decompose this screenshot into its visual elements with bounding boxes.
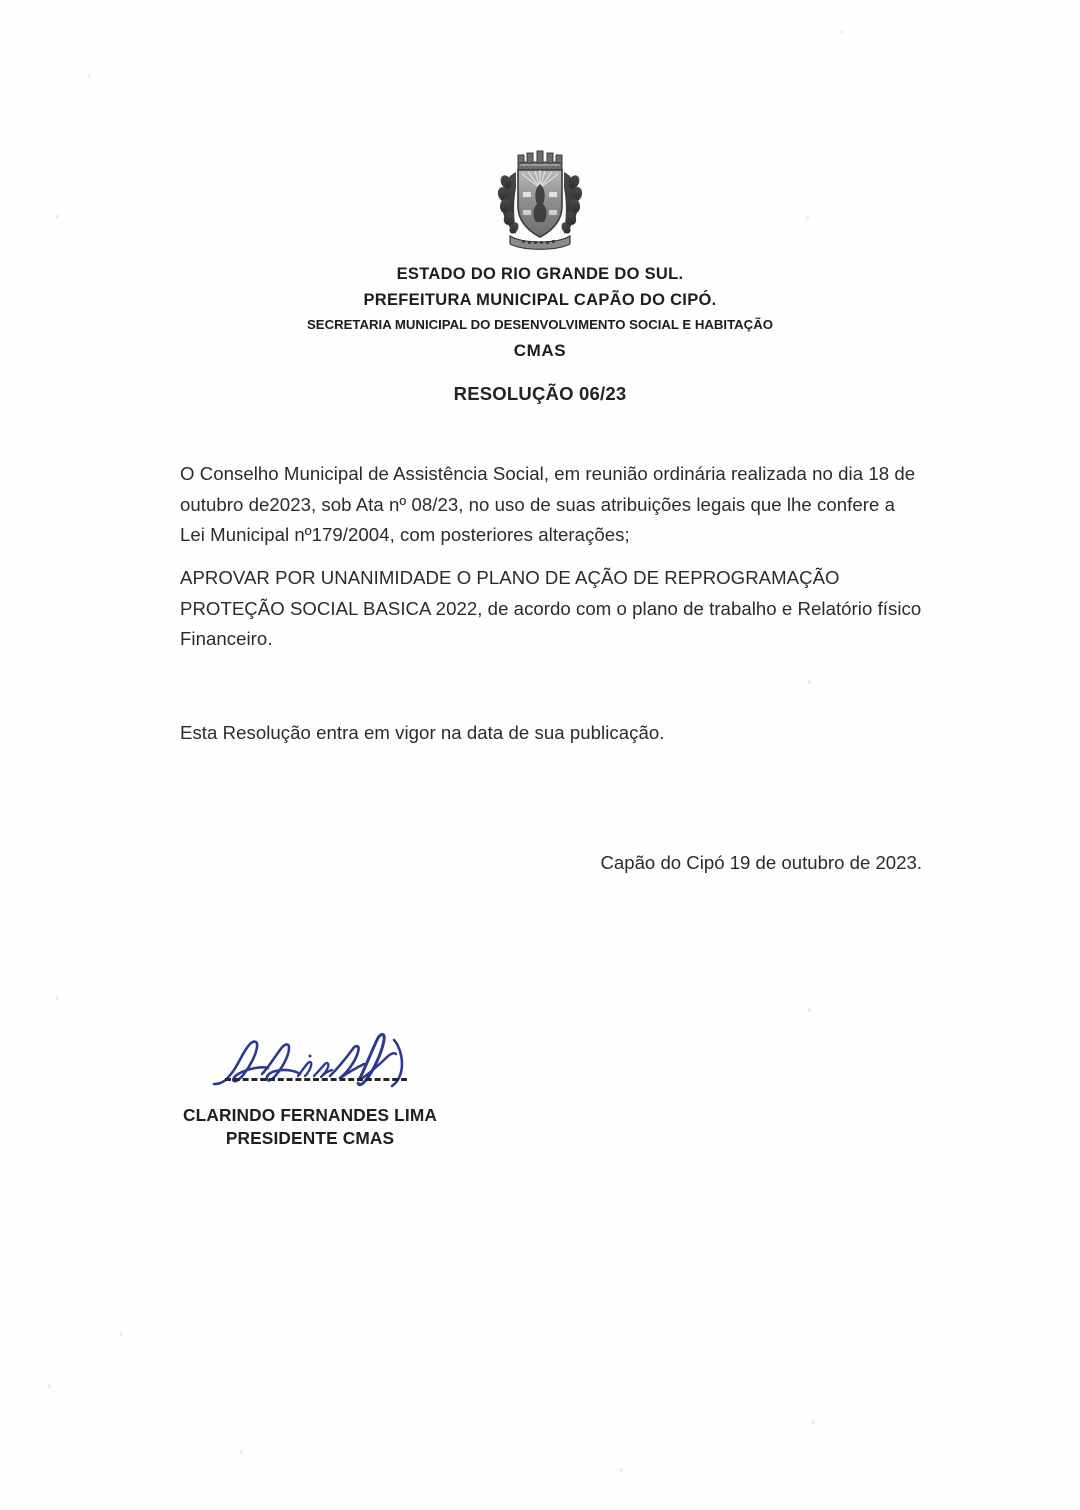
dateline: Capão do Cipó 19 de outubro de 2023. xyxy=(600,852,922,873)
branch-right-decoration xyxy=(560,172,584,235)
paragraph-intro: O Conselho Municipal de Assistência Social, em reunião ordinária realizada no dia 18 de outubro de2023, sob Ata nº 08/23, no uso de suas atribuições legais que lhe confere a Lei Municipal nº179/2004, com posteriores alterações; xyxy=(180,463,916,545)
scan-speck xyxy=(840,30,843,34)
branch-left-decoration xyxy=(497,172,521,235)
scan-speck xyxy=(808,1008,811,1012)
header-department: SECRETARIA MUNICIPAL DO DESENVOLVIMENTO SOCIAL E HABITAÇÃO xyxy=(307,317,773,332)
scan-speck xyxy=(56,996,59,1001)
scan-speck xyxy=(88,74,90,78)
scan-speck xyxy=(120,1332,123,1337)
scan-speck xyxy=(620,1468,623,1472)
scan-speck xyxy=(240,1450,243,1454)
signature-line xyxy=(225,1078,407,1081)
paragraph-resolution-action: APROVAR POR UNANIMIDADE O PLANO DE AÇÃO DE REPROGRAMAÇÃO PROTEÇÃO SOCIAL BASICA 2022, de acordo com o plano de trabalho e Relatório físico Financeiro. xyxy=(180,567,922,649)
signature-graphic-container xyxy=(150,1030,470,1092)
scan-speck xyxy=(812,1420,815,1425)
handwritten-signature-icon xyxy=(210,1030,420,1092)
page-title: RESOLUÇÃO 06/23 xyxy=(453,383,627,404)
paragraph-effective-date: Esta Resolução entra em vigor na data de sua publicação. xyxy=(180,722,665,743)
header-state: ESTADO DO RIO GRANDE DO SUL. xyxy=(396,265,684,283)
scan-speck xyxy=(48,1384,51,1389)
crest-container xyxy=(0,148,1080,252)
signatory-name: CLARINDO FERNANDES LIMA xyxy=(182,1105,438,1125)
scan-speck xyxy=(808,680,811,684)
document-header xyxy=(0,262,1080,365)
header-city: PREFEITURA MUNICIPAL CAPÃO DO CIPÓ. xyxy=(363,291,717,309)
header-council: CMAS xyxy=(513,341,567,360)
coat-of-arms-icon xyxy=(492,148,588,252)
signatory-role: PRESIDENTE CMAS xyxy=(225,1128,395,1148)
signature-block xyxy=(150,1030,470,1150)
